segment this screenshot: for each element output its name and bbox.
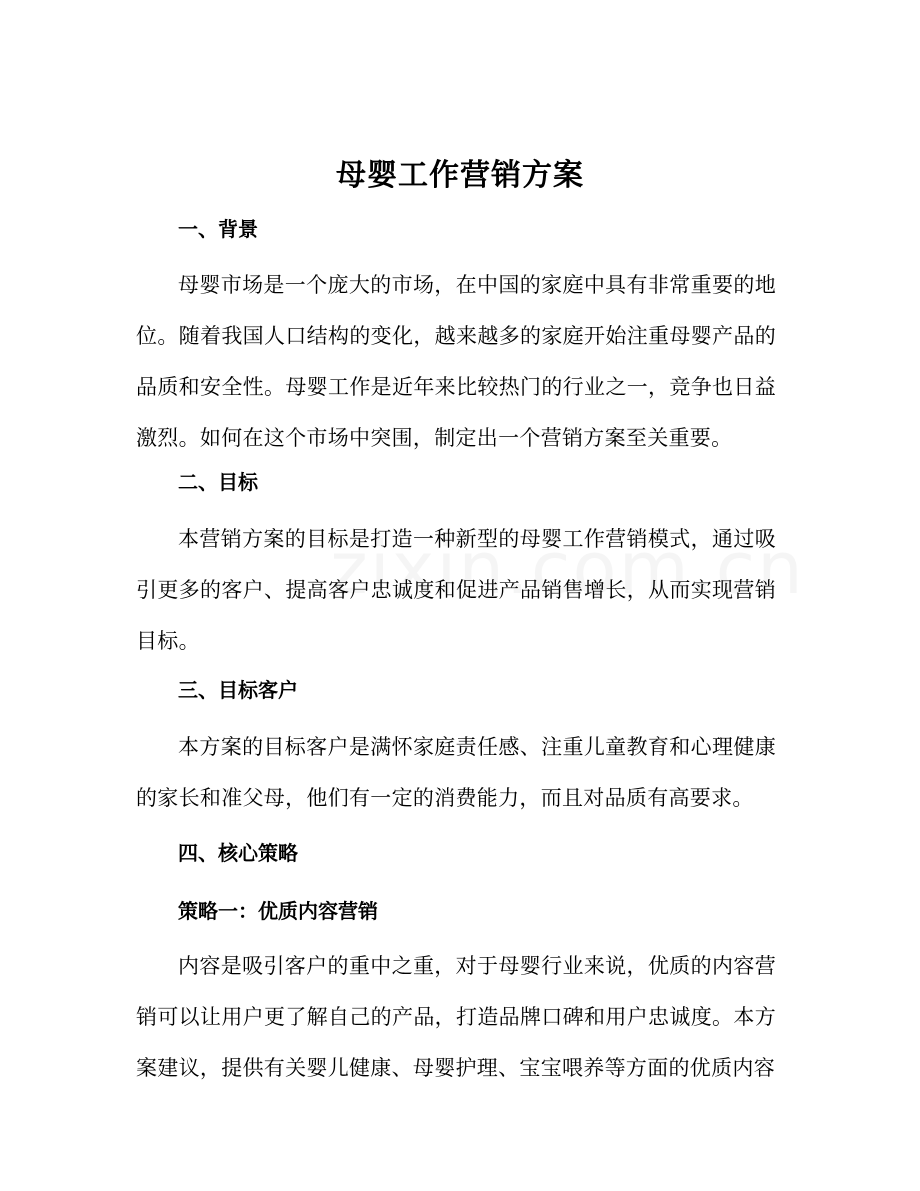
document-title: 母婴工作营销方案 bbox=[336, 158, 584, 193]
section-body-goal: 本营销方案的目标是打造一种新型的母婴工作营销模式，通过吸引更多的客户、提高客户忠诚度和促进产品销售增长，从而实现营销目标。 bbox=[136, 527, 776, 653]
subsection-heading-strategy-one: 策略一：优质内容营销 bbox=[178, 899, 378, 923]
section-heading-background: 一、背景 bbox=[178, 217, 258, 241]
section-heading-target-customers: 三、目标客户 bbox=[178, 678, 298, 702]
section-body-background: 母婴市场是一个庞大的市场，在中国的家庭中具有非常重要的地位。随着我国人口结构的变化，越来越多的家庭开始注重母婴产品的品质和安全性。母婴工作是近年来比较热门的行业之一，竞争也日益激烈。如何在这个市场中突围，制定出一个营销方案至关重要。 bbox=[136, 273, 776, 450]
section-heading-goal: 二、目标 bbox=[178, 470, 258, 494]
subsection-body-strategy-one: 内容是吸引客户的重中之重，对于母婴行业来说，优质的内容营销可以让用户更了解自己的产品，打造品牌口碑和用户忠诚度。本方案建议，提供有关婴儿健康、母婴护理、宝宝喂养等方面的优质内容 bbox=[136, 954, 776, 1080]
section-heading-core-strategy: 四、核心策略 bbox=[178, 841, 298, 865]
section-body-target-customers: 本方案的目标客户是满怀家庭责任感、注重儿童教育和心理健康的家长和准父母，他们有一定的消费能力，而且对品质有高要求。 bbox=[136, 735, 776, 810]
